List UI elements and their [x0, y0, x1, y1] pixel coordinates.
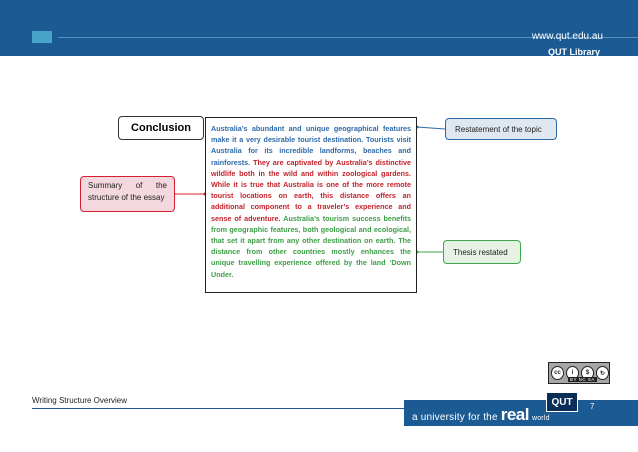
tagline-start: a university for the [412, 412, 498, 423]
conclusion-label: Conclusion [118, 116, 204, 140]
thesis-callout: Thesis restated [443, 240, 521, 264]
footer-divider [32, 408, 404, 409]
essay-thesis-text: Australia’s tourism success benefits from geographic features, both geological and ecological, that set it apart from any other destination on earth. The distance from other countries mostly enhances the unique travelling experience offered by the land ‘Down Under. [211, 213, 412, 279]
cc-icon: cc [551, 366, 564, 380]
tagline-world: world [531, 415, 550, 422]
essay-topic-restatement: Australia’s abundant and unique geographical features make it a very desirable tourist destination. Tourists visit Australia for its incredible landforms, beaches and rainforests. [211, 124, 411, 167]
footer-title: Writing Structure Overview [32, 396, 127, 405]
restatement-callout: Restatement of the topic [445, 118, 557, 140]
sa-icon: ↻ [596, 366, 609, 380]
tagline-real: real [500, 405, 529, 424]
header-accent-square [32, 31, 52, 43]
qut-logo: QUT [546, 392, 578, 412]
essay-summary-text: They are captivated by Australia’s distinctive wildlife both in the wild and within zoological gardens. While it is true that Australia is one of the more remote tourist locations on earth, this distance offers an additional component to a traveler’s experience and sense of adventure. [211, 157, 411, 223]
essay-text [211, 123, 411, 280]
summary-callout: Summary of the structure of the essay [80, 176, 175, 212]
header-library: QUT Library [547, 47, 600, 57]
connector-restatement [417, 127, 445, 129]
footer-tagline [412, 405, 550, 425]
essay-paragraph-box [205, 117, 417, 293]
cc-caption: BY NC SA [570, 377, 595, 382]
cc-license-badge[interactable] [548, 362, 610, 384]
by-icon: i [566, 366, 579, 380]
header-band [0, 0, 638, 56]
nc-icon: $ [581, 366, 594, 380]
page-number: 7 [590, 402, 595, 411]
header-url[interactable]: www.qut.edu.au [531, 31, 603, 42]
